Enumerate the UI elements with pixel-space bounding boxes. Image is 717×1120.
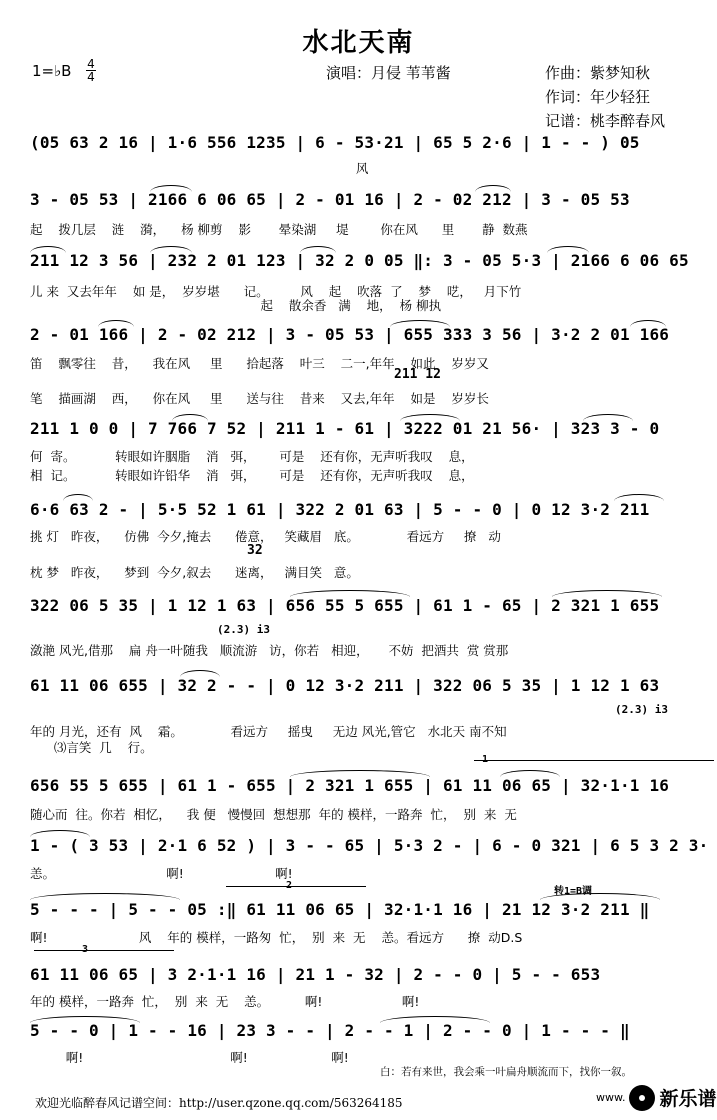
lyric-row: 起 散余香 满 地， 杨 柳执 — [30, 298, 442, 313]
lyric-row: 儿 来 又去年年 如 是， 岁岁堪 记。 风 起 吹落 了 梦 呓， 月下竹 — [30, 284, 522, 299]
slur-arc — [63, 494, 93, 501]
lyric-row: 枕 梦 昨夜， 梦到 今夕,叙去 迷离， 满目笑 意。 — [30, 565, 359, 580]
slur-arc — [500, 770, 560, 777]
lyric-row: 笔 描画湖 西， 你在风 里 送与往 昔来 又去,年年 如是 岁岁长 — [30, 391, 489, 406]
slur-arc — [583, 414, 633, 421]
site-name: 新乐谱 — [659, 1088, 717, 1110]
notation-row: 6·6 63 2 - | 5·5 52 1 61 | 322 2 01 63 | 5 - - 0 | 0 12 3·2 211 — [30, 500, 650, 519]
lyricist: 作词：年少轻狂 — [545, 88, 651, 106]
alt-notes: 211 12 — [394, 367, 441, 382]
volta-line — [226, 886, 366, 887]
alt-notes: 32 — [247, 543, 263, 558]
bracket-mark: (2.3) i3 — [615, 703, 668, 716]
notation-row: 1 - ( 3 53 | 2·1 6 52 ) | 3 - - 65 | 5·3 2 - | 6 - 0 321 | 6 5 3 2 3· — [30, 836, 709, 855]
slur-arc — [630, 320, 666, 327]
volta-line — [474, 760, 714, 761]
notation-row: 211 12 3 56 | 232 2 01 123 | 32 2 0 05 ‖: 3 - 05 5·3 | 2166 6 06 65 — [30, 251, 689, 270]
slur-arc — [552, 590, 662, 597]
slur-arc — [300, 246, 336, 253]
slur-arc — [150, 246, 192, 253]
notation-row: 211 1 0 0 | 7 766 7 52 | 211 1 - 61 | 3222 01 21 56· | 323 3 - 0 — [30, 419, 660, 438]
slur-arc — [547, 246, 589, 253]
meter-top: 4 — [87, 57, 95, 71]
notation-row: 61 11 06 65 | 3 2·1·1 16 | 21 1 - 32 | 2 - - 0 | 5 - - 653 — [30, 965, 601, 984]
transcriber: 记谱：桃李醉春风 — [545, 112, 666, 130]
lyric-row: 随心而 往。你若 相忆， 我 便 慢慢回 想想那 年的 模样，一路奔 忙， 别 来 无 — [30, 807, 517, 822]
slur-arc — [30, 830, 90, 837]
slur-arc — [180, 670, 220, 677]
lyric-row: 啊! 风 年的 模样，一路匆 忙， 别 来 无 恙。看远方 撩 动D.S — [30, 930, 523, 945]
lyric-row: 年的 模样，一路奔 忙， 别 来 无 恙。 啊! 啊! — [30, 994, 420, 1009]
slur-arc — [172, 414, 208, 421]
closing-note: 白：若有来世，我会乘一叶扁舟顺流而下，找你一叙。 — [380, 1066, 632, 1078]
slur-arc — [614, 494, 664, 501]
notation-row: (05 63 2 16 | 1·6 556 1235 | 6 - 53·21 | 65 5 2·6 | 1 - - ) 05 — [30, 133, 640, 152]
lyric-row: 起 拨几层 涟 漪， 杨 柳剪 影 晕染湖 堤 你在风 里 静 数燕 — [30, 222, 528, 237]
slur-arc — [390, 320, 450, 327]
bracket-mark: (2.3) i3 — [217, 623, 270, 636]
notation-row: 2 - 01 166 | 2 - 02 212 | 3 - 05 53 | 655 333 3 56 | 3·2 2 01 166 — [30, 325, 670, 344]
modulation-mark: 转1=B调 — [554, 886, 593, 897]
slur-arc — [30, 246, 66, 253]
slur-arc — [30, 1016, 140, 1023]
slur-arc — [30, 893, 180, 900]
site-logo — [596, 1084, 717, 1111]
notation-row: 322 06 5 35 | 1 12 1 63 | 656 55 5 655 | 61 1 - 65 | 2 321 1 655 — [30, 596, 660, 615]
volta-1: 1 — [482, 754, 489, 765]
site-prefix: www. — [596, 1091, 626, 1104]
slur-arc — [400, 414, 460, 421]
notation-row: 61 11 06 655 | 32 2 - - | 0 12 3·2 211 | 322 06 5 35 | 1 12 1 63 — [30, 676, 660, 695]
slur-arc — [150, 185, 192, 192]
volta-2: 2 — [286, 880, 293, 891]
notation-row: 3 - 05 53 | 2166 6 06 65 | 2 - 01 16 | 2 - 02 212 | 3 - 05 53 — [30, 190, 630, 209]
singers: 演唱：月侵 苇苇酱 — [326, 64, 451, 82]
lyric-row: 何 寄。 转眼如许胭脂 消 弭， 可是 还有你，无声听我叹 息， — [30, 449, 474, 464]
footer-welcome: 欢迎光临醉春风记谱空间：http://user.qzone.qq.com/563264185 — [35, 1096, 403, 1110]
lyric-row: 啊! 啊! 啊! — [30, 1050, 349, 1065]
composer: 作曲：紫梦知秋 — [545, 64, 651, 82]
slur-arc — [98, 320, 134, 327]
notation-row: 5 - - - | 5 - - 05 :‖ 61 11 06 65 | 32·1·1 16 | 21 12 3·2 211 ‖ — [30, 900, 650, 919]
slur-arc — [380, 1016, 490, 1023]
key-signature: 1=♭B — [32, 62, 72, 80]
lyric-row: 相 记。 转眼如许铅华 消 弭， 可是 还有你，无声听我叹 息， — [30, 468, 474, 483]
notation-row: 5 - - 0 | 1 - - 16 | 23 3 - - | 2 - - 1 | 2 - - 0 | 1 - - - ‖ — [30, 1021, 630, 1040]
lyric-row: 恙。 啊! 啊! — [30, 866, 293, 881]
volta-3: 3 — [82, 944, 89, 955]
lyric-row: 风 — [30, 161, 369, 176]
time-signature — [86, 58, 96, 83]
slur-arc — [290, 770, 430, 777]
slur-arc — [475, 185, 511, 192]
lyric-row: 潋滟 风光,借那 扁 舟一叶随我 顺流游 访，你若 相迎， 不妨 把酒共 赏 赏那 — [30, 643, 509, 658]
record-disc-icon — [629, 1085, 655, 1111]
lyric-row: ⑶言笑 几 行。 — [30, 740, 153, 755]
notation-row: 656 55 5 655 | 61 1 - 655 | 2 321 1 655 | 61 11 06 65 | 32·1·1 16 — [30, 776, 670, 795]
lyric-row: 年的 月光，还有 风 霜。 看远方 摇曳 无边 风光,管它 水北天 南不知 — [30, 724, 507, 739]
lyric-row: 挑 灯 昨夜， 仿佛 今夕,掩去 倦意， 笑藏眉 底。 看远方 撩 动 — [30, 529, 501, 544]
slur-arc — [290, 590, 410, 597]
volta-line — [34, 950, 174, 951]
meter-bottom: 4 — [87, 70, 95, 84]
slur-arc — [540, 893, 660, 900]
page-title: 水北天南 — [302, 28, 415, 58]
lyric-row: 笛 飘零往 昔， 我在风 里 拾起落 叶三 二一,年年 如此 岁岁又 — [30, 356, 489, 371]
